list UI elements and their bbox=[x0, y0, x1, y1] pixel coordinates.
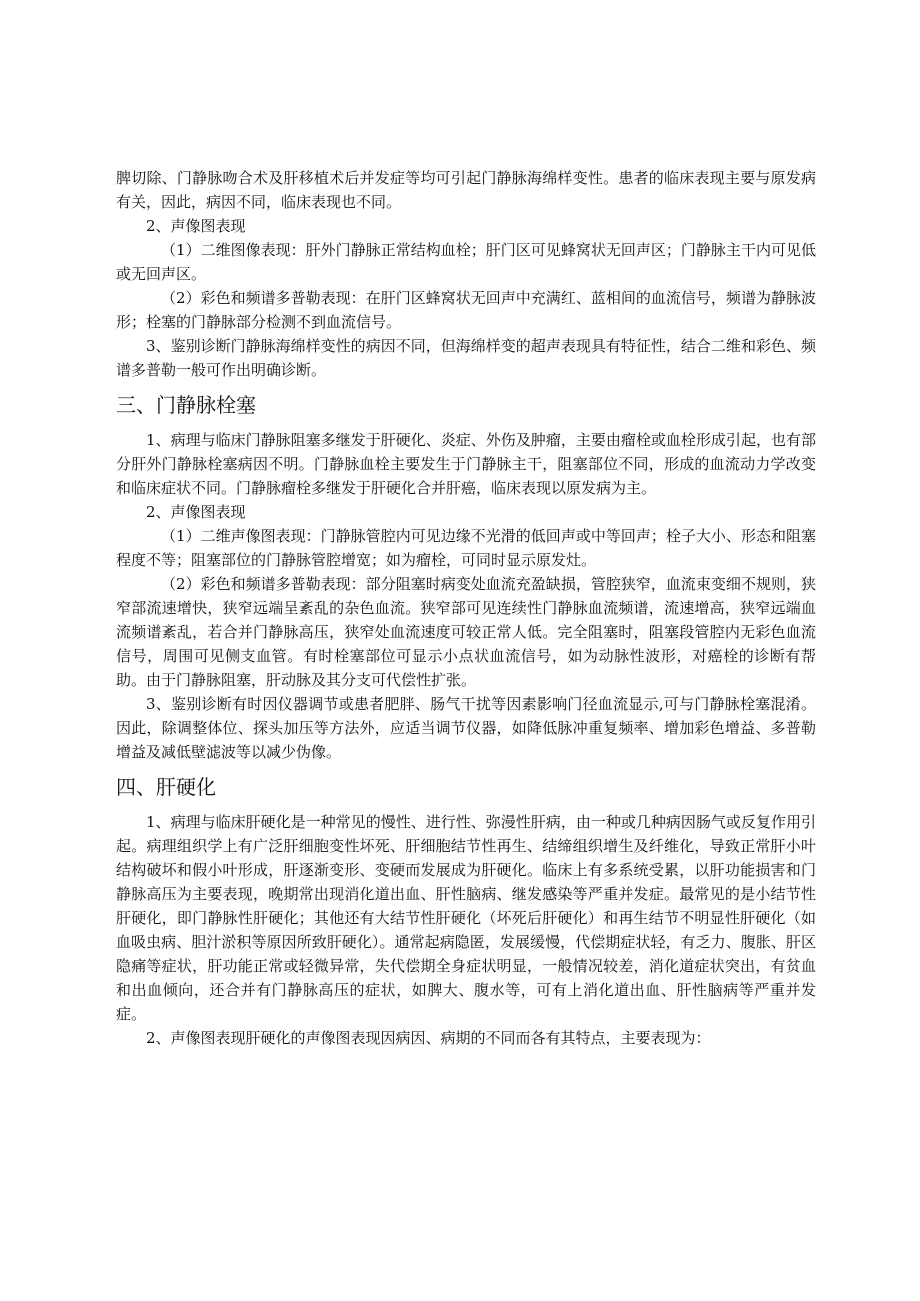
section-item-differential: 3、鉴别诊断有时因仪器调节或患者肥胖、肠气干扰等因素影响门径血流显示,可与门静脉栓塞混淆。因此，除调整体位、探头加压等方法外，应适当调节仪器，如降低脉冲重复频率、增加彩色增益、多普勒增益及减低壁滤波等以减少伪像。 bbox=[116, 695, 816, 761]
section-item-imaging: 2、声像图表现 bbox=[146, 503, 246, 521]
sub-item-2d-imaging: （1）二维声像图表现：门静脉管腔内可见边缘不光滑的低回声或中等回声；栓子大小、形态和阻塞程度不等；阻塞部位的门静脉管腔增宽；如为瘤栓，可同时显示原发灶。 bbox=[116, 527, 816, 569]
sub-item-doppler: （2）彩色和频谱多普勒表现：在肝门区蜂窝状无回声中充满红、蓝相间的血流信号，频谱为静脉波形；栓塞的门静脉部分检测不到血流信号。 bbox=[116, 289, 816, 331]
section-item-pathology: 1、病理与临床门静脉阻塞多继发于肝硬化、炎症、外伤及肿瘤，主要由瘤栓或血栓形成引起，也有部分肝外门静脉栓塞病因不明。门静脉血栓主要发生于门静脉主干，阻塞部位不同，形成的血流动力学改变和临床症状不同。门静脉瘤栓多继发于肝硬化合并肝癌，临床表现以原发病为主。 bbox=[116, 431, 816, 497]
paragraph-continuation: 脾切除、门静脉吻合术及肝移植术后并发症等均可引起门静脉海绵样变性。患者的临床表现主要与原发病有关，因此，病因不同，临床表现也不同。 bbox=[116, 169, 816, 211]
sub-item-2d-imaging: （1）二维图像表现：肝外门静脉正常结构血栓；肝门区可见蜂窝状无回声区；门静脉主干内可见低或无回声区。 bbox=[116, 241, 816, 283]
section-item-imaging: 2、声像图表现 bbox=[146, 217, 246, 235]
section-item-pathology: 1、病理与临床肝硬化是一种常见的慢性、进行性、弥漫性肝病，由一种或几种病因肠气或反复作用引起。病理组织学上有广泛肝细胞变性坏死、肝细胞结节性再生、结缔组织增生及纤维化，导致正常肝小叶结构破坏和假小叶形成，肝逐渐变形、变硬而发展成为肝硬化。临床上有多系统受累，以肝功能损害和门静脉高压为主要表现，晚期常出现消化道出血、肝性脑病、继发感染等严重并发症。最常见的是小结节性肝硬化，即门静脉性肝硬化；其他还有大结节性肝硬化（坏死后肝硬化）和再生结节不明显性肝硬化（如血吸虫病、胆汁淤积等原因所致肝硬化）。通常起病隐匿，发展缓慢，代偿期症状轻，有乏力、腹胀、肝区隐痛等症状，肝功能正常或轻微异常，失代偿期全身症状明显，一般情况较差，消化道症状突出，有贫血和出血倾向，还合并有门静脉高压的症状，如脾大、腹水等，可有上消化道出血、肝性脑病等严重并发症。 bbox=[116, 813, 816, 1023]
document-body bbox=[116, 166, 816, 1050]
sub-item-doppler: （2）彩色和频谱多普勒表现：部分阻塞时病变处血流充盈缺损，管腔狭窄，血流束变细不规则，狭窄部流速增快，狭窄远端呈紊乱的杂色血流。狭窄部可见连续性门静脉血流频谱，流速增高，狭窄远端血流频谱紊乱，若合并门静脉高压，狭窄处血流速度可较正常人低。完全阻塞时，阻塞段管腔内无彩色血流信号，周围可见侧支血管。有时栓塞部位可显示小点状血流信号，如为动脉性波形，对癌栓的诊断有帮助。由于门静脉阻塞，肝动脉及其分支可代偿性扩张。 bbox=[116, 575, 816, 689]
heading-portal-vein-embolism: 三、门静脉栓塞 bbox=[116, 393, 256, 417]
section-item-imaging: 2、声像图表现肝硬化的声像图表现因病因、病期的不同而各有其特点，主要表现为： bbox=[146, 1029, 711, 1047]
section-item-differential: 3、鉴别诊断门静脉海绵样变性的病因不同，但海绵样变的超声表现具有特征性，结合二维和彩色、频谱多普勒一般可作出明确诊断。 bbox=[116, 337, 816, 379]
heading-cirrhosis: 四、肝硬化 bbox=[116, 775, 216, 799]
